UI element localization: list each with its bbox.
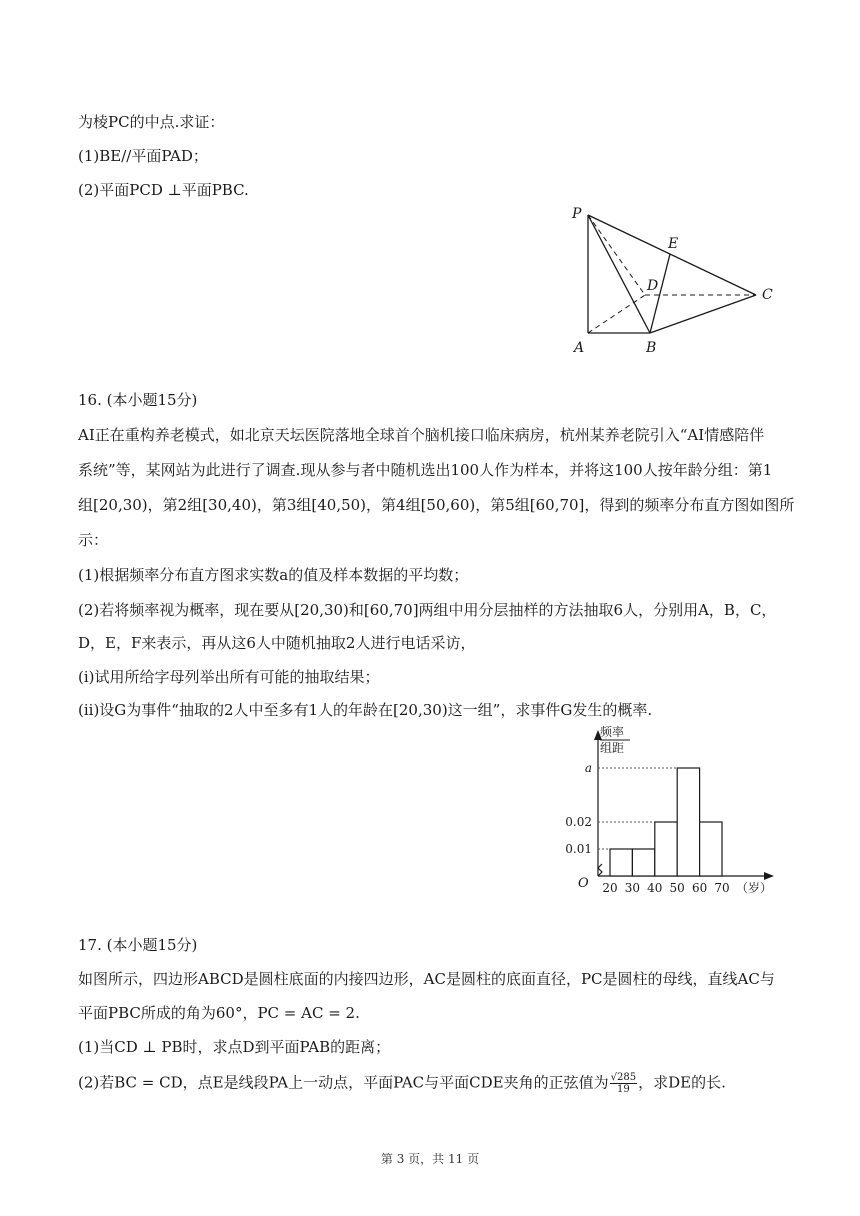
xlabel: （岁） <box>736 881 773 895</box>
edge-AD <box>588 295 645 333</box>
q16-header: 16. (本小题15分) <box>78 391 198 409</box>
q16-line-4: 示： <box>78 531 109 549</box>
q16-line-7: D，E，F来表示，再从这6人中随机抽取2人进行电话采访， <box>78 634 476 652</box>
q16-line-1: AI正在重构养老模式，如北京天坛医院落地全球首个脑机接口临床病房，杭州某养老院引入“AI情感陪伴 <box>78 426 765 444</box>
q17-line-4 <box>78 1072 726 1095</box>
label-E: E <box>668 236 679 252</box>
q16-line-5: (1)根据频率分布直方图求实数a的值及样本数据的平均数； <box>78 566 469 584</box>
histogram-bar <box>655 822 677 876</box>
fraction-numerator: √285 <box>610 1072 637 1083</box>
q16-line-3: 组[20,30)，第2组[30,40)，第3组[40,50)，第4组[50,60)，第5组[60,70]，得到的频率分布直方图如图所 <box>78 496 795 514</box>
histogram-bar <box>610 849 632 876</box>
q16-line-2: 系统”等，某网站为此进行了调查.现从参与者中随机选出100人作为样本，并将这100人按年龄分组：第1 <box>78 461 773 479</box>
q15-part2: (2)平面PCD ⊥平面PBC. <box>78 181 249 199</box>
y-tick-label: 0.02 <box>565 815 592 829</box>
edge-PB <box>588 215 650 333</box>
label-D: D <box>647 278 659 294</box>
origin-label: O <box>578 876 589 891</box>
histogram-bar <box>677 768 699 876</box>
pyramid-figure <box>560 200 790 360</box>
q17-line-1: 如图所示，四边形ABCD是圆柱底面的内接四边形，AC是圆柱的底面直径，PC是圆柱的母线，直线AC与 <box>78 970 775 988</box>
q15-intro: 为棱PC的中点.求证： <box>78 113 225 131</box>
ylabel-numerator: 频率 <box>600 725 625 739</box>
q17-line-3: (1)当CD ⊥ PB时，求点D到平面PAB的距离； <box>78 1038 391 1056</box>
label-B: B <box>646 340 657 356</box>
q17-line-2: 平面PBC所成的角为60°，PC = AC = 2. <box>78 1004 360 1022</box>
q17-line-4-end: ，求DE的长. <box>638 1073 726 1092</box>
histogram-bar <box>632 849 654 876</box>
label-P: P <box>572 206 582 222</box>
edge-PD <box>588 215 645 295</box>
sine-fraction <box>610 1072 637 1095</box>
edge-BC <box>650 295 756 333</box>
x-tick-label: 40 <box>647 881 663 895</box>
x-tick-label: 50 <box>669 881 685 895</box>
histogram-bar <box>700 822 722 876</box>
label-C: C <box>762 287 773 303</box>
label-A: A <box>574 340 585 356</box>
q17-header: 17. (本小题15分) <box>78 936 198 954</box>
edge-PC <box>588 215 756 295</box>
page-footer: 第 3 页，共 11 页 <box>380 1152 480 1166</box>
q16-line-6: (2)若将频率视为概率，现在要从[20,30)和[60,70]两组中用分层抽样的方法抽取6人，分别用A，B，C， <box>78 601 777 619</box>
x-tick-label: 60 <box>691 881 708 895</box>
x-arrow <box>764 872 774 880</box>
frequency-histogram <box>550 720 790 900</box>
x-tick-label: 20 <box>602 881 618 895</box>
q16-line-9: (ii)设G为事件“抽取的2人中至多有1人的年龄在[20,30)这一组”，求事件G发生的概率. <box>78 701 653 719</box>
q17-line-4-text: (2)若BC = CD，点E是线段PA上一动点，平面PAC与平面CDE夹角的正弦值为 <box>78 1073 609 1092</box>
x-tick-label: 70 <box>714 881 730 895</box>
y-tick-label: a <box>584 761 592 775</box>
y-tick-label: 0.01 <box>565 842 592 856</box>
ylabel-denominator: 组距 <box>600 741 625 755</box>
q16-line-8: (i)试用所给字母列举出所有可能的抽取结果； <box>78 668 380 686</box>
q15-part1: (1)BE//平面PAD； <box>78 147 208 165</box>
x-tick-label: 30 <box>624 881 641 895</box>
fraction-denominator: 19 <box>616 1084 630 1095</box>
